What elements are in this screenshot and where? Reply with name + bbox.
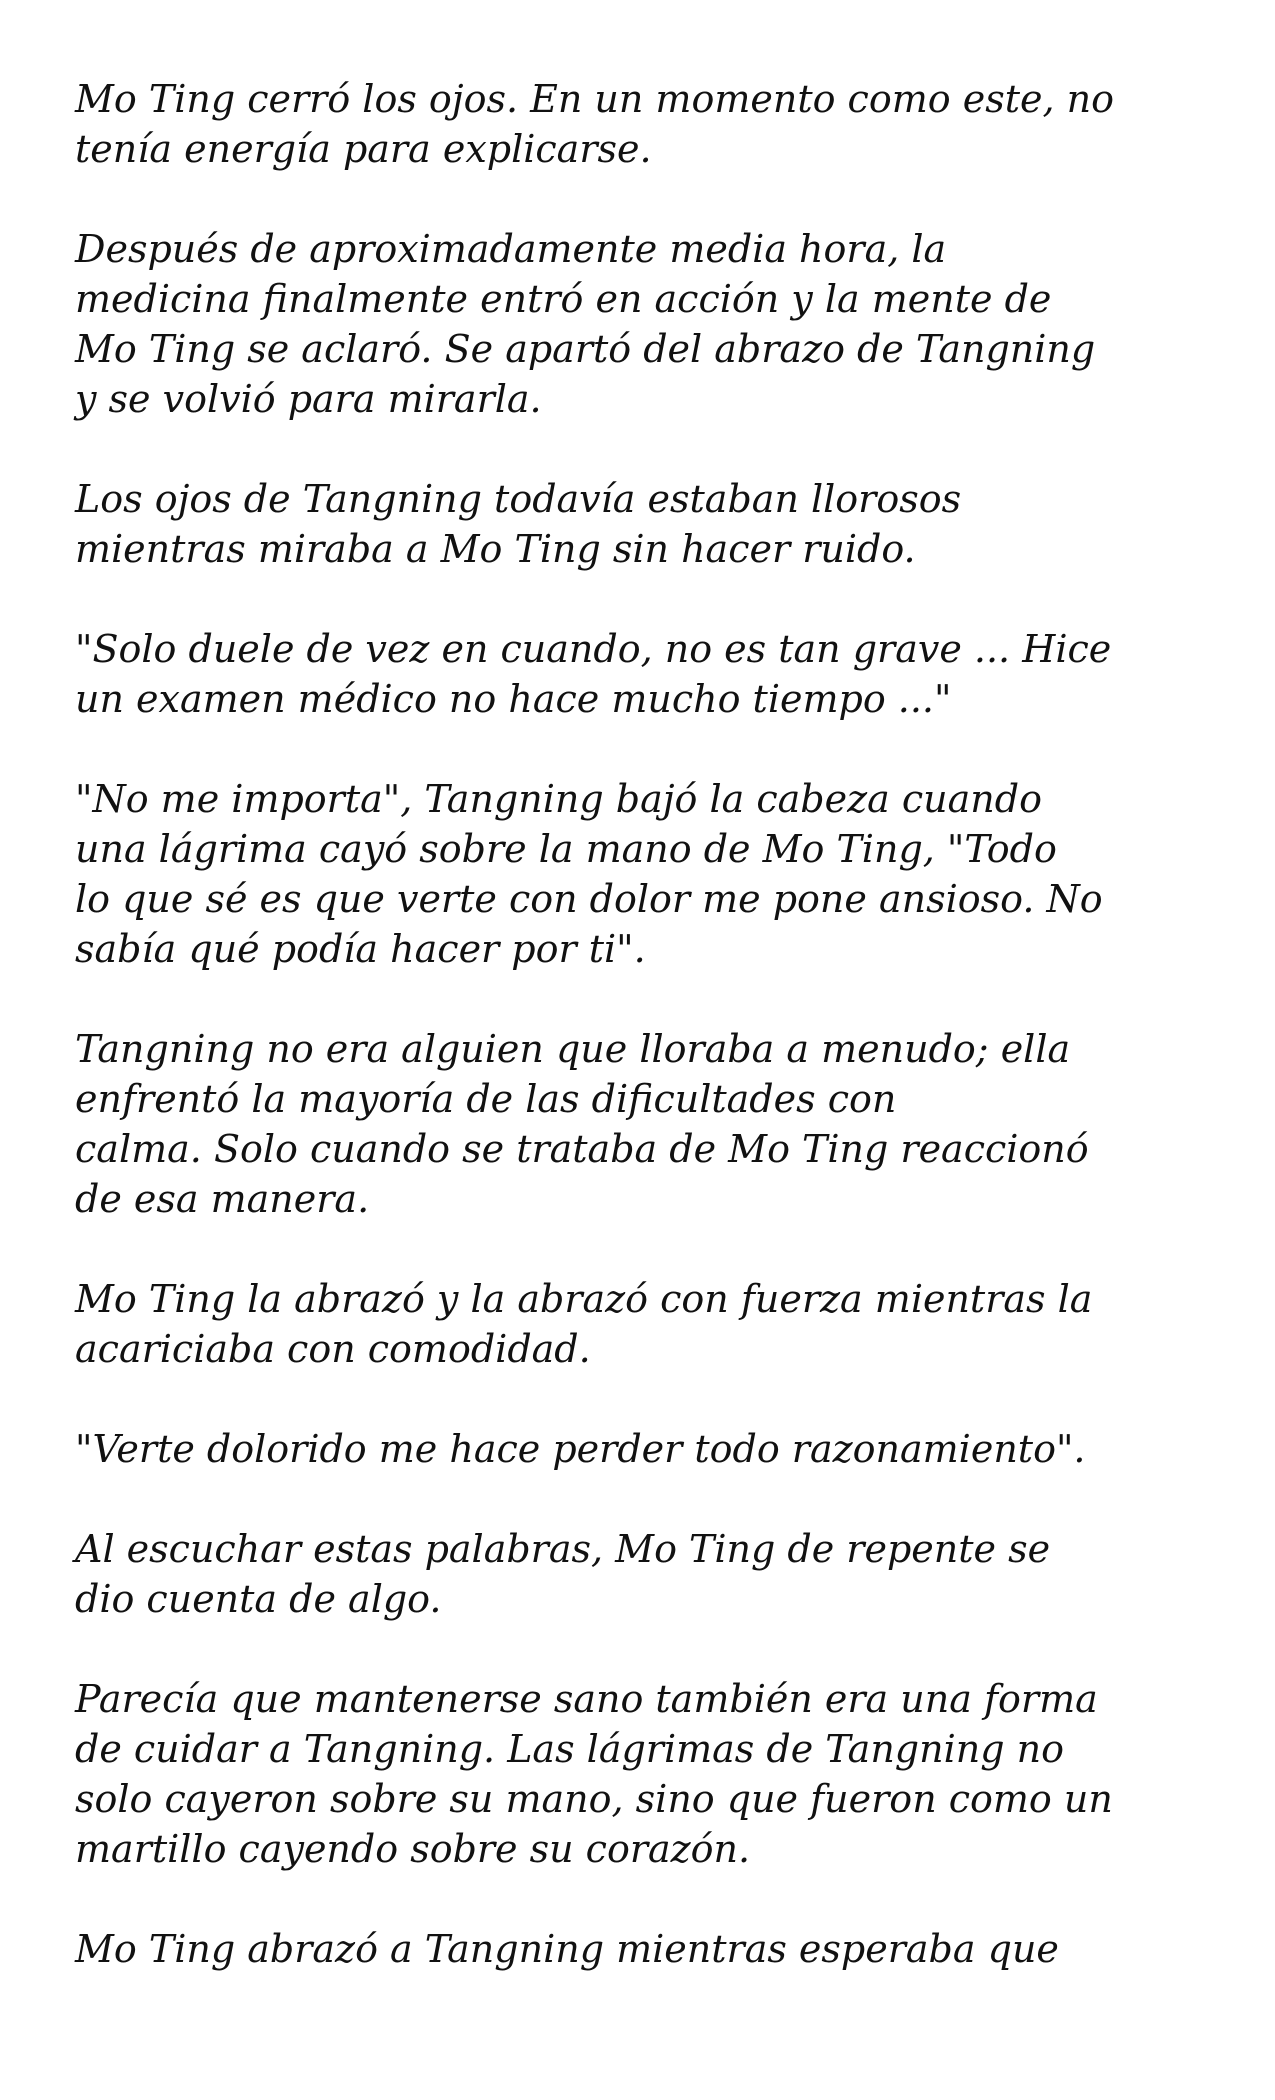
paragraph-11 <box>75 1924 1215 1974</box>
paragraph-7 <box>75 1274 1215 1374</box>
text-line: solo cayeron sobre su mano, sino que fueron como un <box>75 1777 1113 1821</box>
text-line: enfrentó la mayoría de las dificultades con <box>75 1077 897 1121</box>
document-page <box>75 74 1215 2024</box>
text-line: Mo Ting abrazó a Tangning mientras esperaba que <box>75 1927 1059 1971</box>
text-line: "No me importa", Tangning bajó la cabeza cuando <box>75 777 1042 821</box>
text-line: lo que sé es que verte con dolor me pone ansioso. No <box>75 877 1103 921</box>
paragraph-3 <box>75 474 1215 574</box>
text-line: una lágrima cayó sobre la mano de Mo Ting, "Todo <box>75 827 1057 871</box>
text-line: "Verte dolorido me hace perder todo razonamiento". <box>75 1427 1086 1471</box>
text-line: Después de aproximadamente media hora, la <box>75 227 947 271</box>
paragraph-10 <box>75 1674 1215 1874</box>
text-line: Mo Ting la abrazó y la abrazó con fuerza mientras la <box>75 1277 1093 1321</box>
text-line: tenía energía para explicarse. <box>75 127 652 171</box>
text-line: martillo cayendo sobre su corazón. <box>75 1827 751 1871</box>
paragraph-4 <box>75 624 1215 724</box>
text-line: calma. Solo cuando se trataba de Mo Ting reaccionó <box>75 1127 1089 1171</box>
text-line: de cuidar a Tangning. Las lágrimas de Tangning no <box>75 1727 1064 1771</box>
text-line: Mo Ting cerró los ojos. En un momento como este, no <box>75 77 1114 121</box>
text-line: Los ojos de Tangning todavía estaban llorosos <box>75 477 962 521</box>
text-line: Al escuchar estas palabras, Mo Ting de repente se <box>75 1527 1051 1571</box>
text-line: acariciaba con comodidad. <box>75 1327 591 1371</box>
text-line: Tangning no era alguien que lloraba a menudo; ella <box>75 1027 1071 1071</box>
text-line: Parecía que mantenerse sano también era una forma <box>75 1677 1098 1721</box>
paragraph-5 <box>75 774 1215 974</box>
text-line: de esa manera. <box>75 1177 370 1221</box>
paragraph-6 <box>75 1024 1215 1224</box>
text-line: dio cuenta de algo. <box>75 1577 442 1621</box>
text-line: sabía qué podía hacer por ti". <box>75 927 646 971</box>
paragraph-1 <box>75 74 1215 174</box>
paragraph-9 <box>75 1524 1215 1624</box>
paragraph-2 <box>75 224 1215 424</box>
text-line: y se volvió para mirarla. <box>75 377 542 421</box>
text-line: Mo Ting se aclaró. Se apartó del abrazo de Tangning <box>75 327 1096 371</box>
text-line: un examen médico no hace mucho tiempo ..." <box>75 677 952 721</box>
text-line: medicina finalmente entró en acción y la mente de <box>75 277 1052 321</box>
text-line: mientras miraba a Mo Ting sin hacer ruido. <box>75 527 916 571</box>
text-line: "Solo duele de vez en cuando, no es tan grave ... Hice <box>75 627 1112 671</box>
paragraph-8 <box>75 1424 1215 1474</box>
